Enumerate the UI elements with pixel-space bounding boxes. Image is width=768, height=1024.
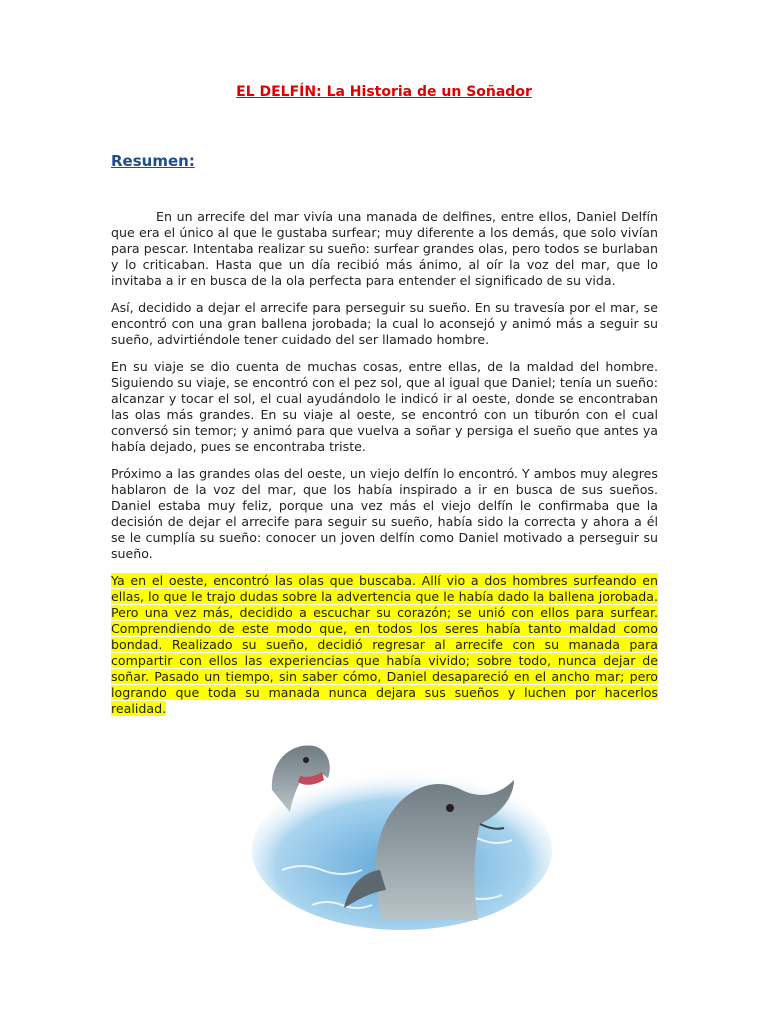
- paragraph-2: Así, decidido a dejar el arrecife para perseguir su sueño. En su travesía por el mar, se encontró con una gran ballena jorobada; la cual lo aconsejó y animó más a seguir su sueño, advirtiéndole tener cuidado del ser llamado hombre.: [111, 300, 658, 347]
- document-body: [111, 209, 658, 728]
- paragraph-5-highlighted: [111, 573, 658, 717]
- document-title: EL DELFÍN: La Historia de un Soñador: [236, 84, 532, 100]
- paragraph-4: Próximo a las grandes olas del oeste, un viejo delfín lo encontró. Y ambos muy alegres hablaron de la voz del mar, que los había inspirado a ir en busca de sus sueños. Daniel estaba muy feliz, porque una vez más el viejo delfín le confirmaba que la decisión de dejar el arrecife para seguir su sueño, había sido la correcta y ahora a él se le cumplía su sueño: conocer un joven delfín como Daniel motivado a perseguir su sueño.: [111, 466, 658, 561]
- dolphins-illustration: [252, 720, 552, 940]
- highlighted-text: Ya en el oeste, encontró las olas que buscaba. Allí vio a dos hombres surfeando en ellas, lo que le trajo dudas sobre la advertencia que le había dado la ballena jorobada. Pero una vez más, decidido a escuchar su corazón; se unió con ellos para surfear. Comprendiendo de este modo que, en todos los seres había tanto maldad como bondad. Realizado su sueño, decidió regresar al arrecife con su manada para compartir con ellos las experiencias que había vivido; sobre todo, nunca dejar de soñar. Pasado un tiempo, sin saber cómo, Daniel desapareció en el ancho mar; pero logrando que toda su manada nunca dejara sus sueños y luchen por hacerlos realidad.: [111, 573, 658, 716]
- paragraph-1: En un arrecife del mar vivía una manada de delfines, entre ellos, Daniel Delfín que era el único al que le gustaba surfear; muy diferente a los demás, que solo vivían para pescar. Intentaba realizar su sueño: surfear grandes olas, pero todos se burlaban y lo criticaban. Hasta que un día recibió más ánimo, al oír la voz del mar, que lo invitaba a ir en busca de la ola perfecta para entender el significado de su vida.: [111, 209, 658, 288]
- section-heading: Resumen:: [111, 152, 195, 170]
- paragraph-3: En su viaje se dio cuenta de muchas cosas, entre ellas, de la maldad del hombre. Siguiendo su viaje, se encontró con el pez sol, que al igual que Daniel; tenía un sueño: alcanzar y tocar el sol, el cual ayudándolo le indicó ir al oeste, donde se encontraban las olas más grandes. En su viaje al oeste, se encontró con un tiburón con el cual conversó sin temor; y animó para que vuelva a soñar y persiga el sueño que antes ya había dejado, pues se encontraba triste.: [111, 359, 658, 454]
